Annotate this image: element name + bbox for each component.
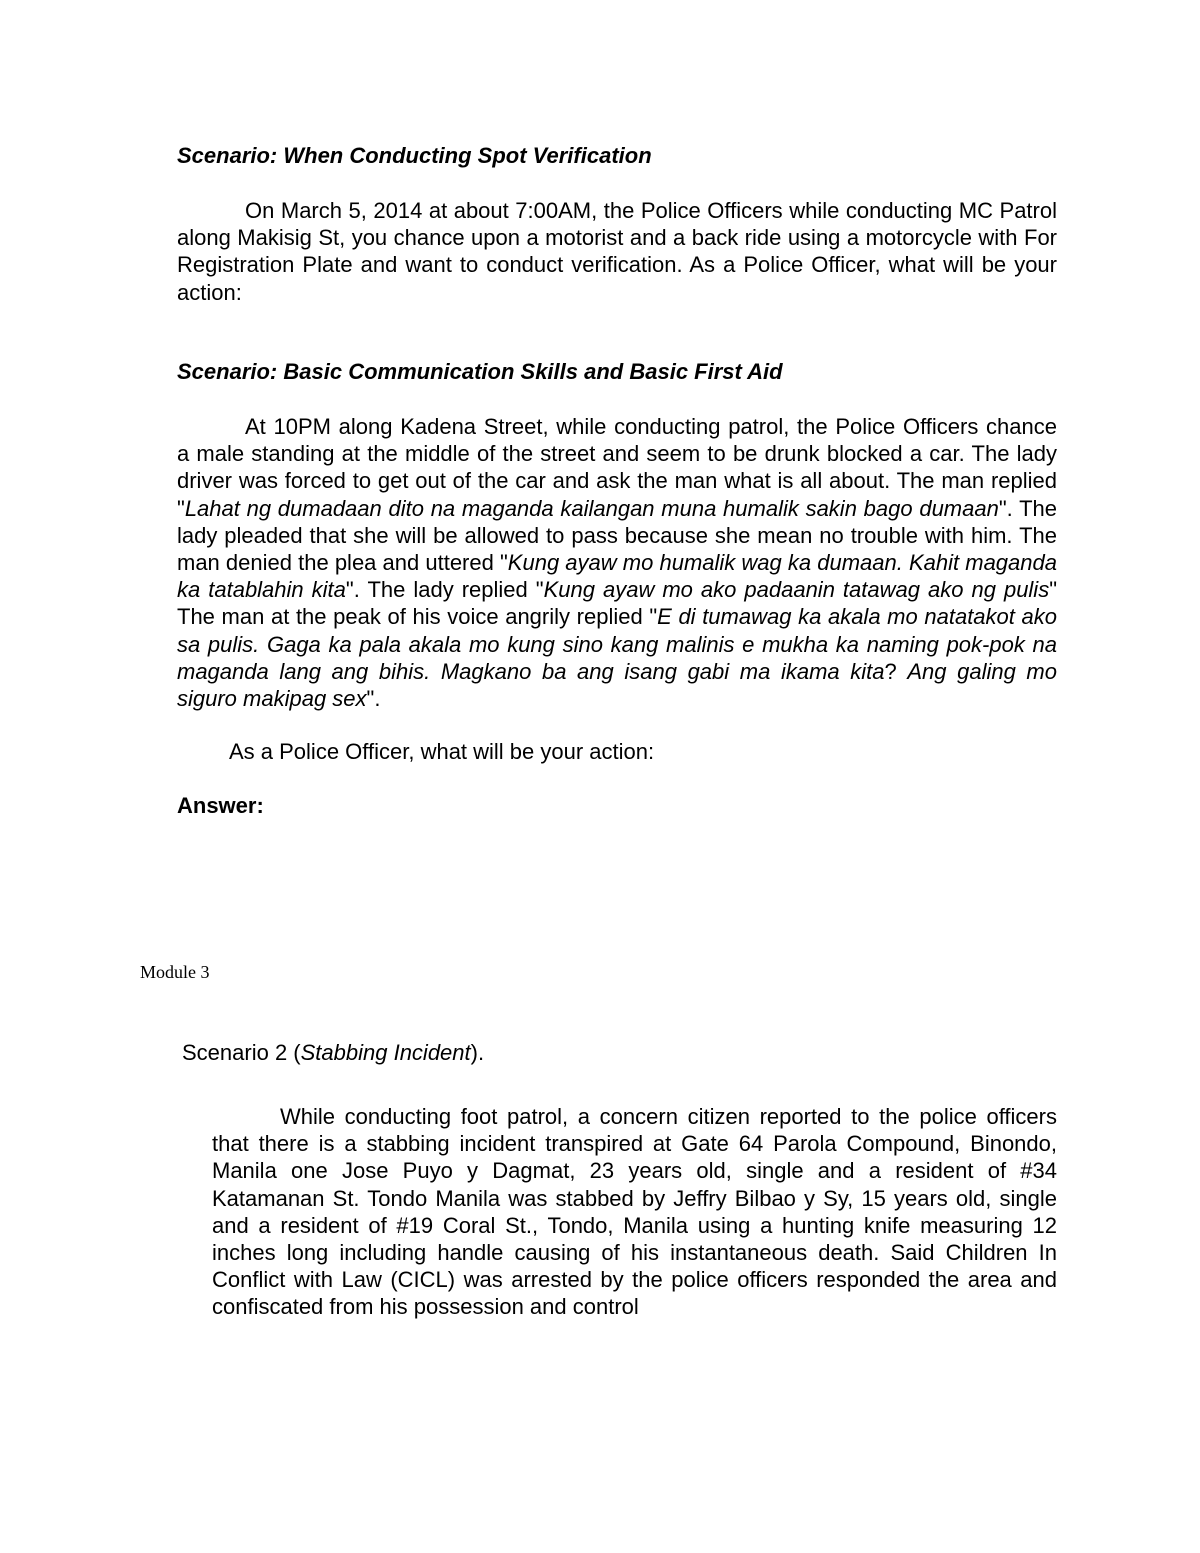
module-label: Module 3 bbox=[140, 962, 210, 982]
section2-quote-4: E di tumawag ka akala mo natatakot ako sa pulis. Gaga ka pala akala mo kung sino kang malinis e mukha ka naming pok-pok na maganda lang ang bihis. Magkano ba ang isang gabi ma ikama kita bbox=[177, 604, 1057, 684]
section2-quote-5: Ang galing mo siguro makipag sex bbox=[177, 658, 1057, 712]
section2-quote-3: Kung ayaw mo ako padaanin tatawag ako ng pulis bbox=[543, 577, 1050, 603]
answer-label: Answer: bbox=[177, 793, 264, 818]
section2-question: As a Police Officer, what will be your action: bbox=[229, 739, 655, 764]
scenario2-body: While conducting foot patrol, a concern citizen reported to the police officers that there is a stabbing incident transpired at Gate 64 Parola Compound, Binondo, Manila one Jose Puyo y Dagmat, 23 years old, single and a resident of #34 Katamanan St. Tondo Manila was stabbed by Jeffry Bilbao y Sy, 15 years old, single and a resident of #19 Coral St., Tondo, Manila using a hunting knife measuring 12 inches long including handle causing of his instantaneous death. Said Children In Conflict with Law (CICL) was arrested by the police officers responded the area and confiscated from his possession and control bbox=[212, 1104, 1057, 1320]
section2-heading: Scenario: Basic Communication Skills and Basic First Aid bbox=[177, 359, 783, 384]
scenario2-heading bbox=[182, 1040, 484, 1066]
section2-text-2: ". The lady pleaded that she will be allowed to pass because she mean no trouble with him. The man denied the plea and uttered " bbox=[177, 495, 1058, 576]
section1-heading: Scenario: When Conducting Spot Verification bbox=[177, 143, 652, 168]
section2-quote-1: Lahat ng dumadaan dito na maganda kailangan muna humalik sakin bago dumaan bbox=[184, 495, 999, 521]
section2-quote-2: Kung ayaw mo humalik wag ka dumaan. Kahit maganda ka tatablahin kita bbox=[177, 550, 1057, 603]
section2-text-3: ". The lady replied " bbox=[345, 577, 544, 603]
section2-text-6: ". bbox=[366, 686, 381, 712]
section1-text: On March 5, 2014 at about 7:00AM, the Police Officers while conducting MC Patrol along Makisig St, you chance upon a motorist and a back ride using a motorcycle with For Registration Plate and want to conduct verification. As a Police Officer, what will be your action: bbox=[177, 198, 1057, 305]
section2-body bbox=[177, 413, 1057, 712]
scenario2-title: Stabbing Incident bbox=[300, 1040, 471, 1065]
section1-body bbox=[177, 197, 1057, 306]
section2-text-4: " The man at the peak of his voice angrily replied " bbox=[177, 577, 1058, 630]
section2-text-1: At 10PM along Kadena Street, while conducting patrol, the Police Officers chance a male standing at the middle of the street and seem to be drunk blocked a car. The lady driver was forced to get out of the car and ask the man what is all about. The man replied " bbox=[177, 414, 1057, 521]
scenario2-prefix: Scenario 2 ( bbox=[182, 1040, 301, 1065]
scenario2-suffix: ). bbox=[470, 1040, 485, 1065]
section2-text-5: ? bbox=[884, 658, 908, 684]
